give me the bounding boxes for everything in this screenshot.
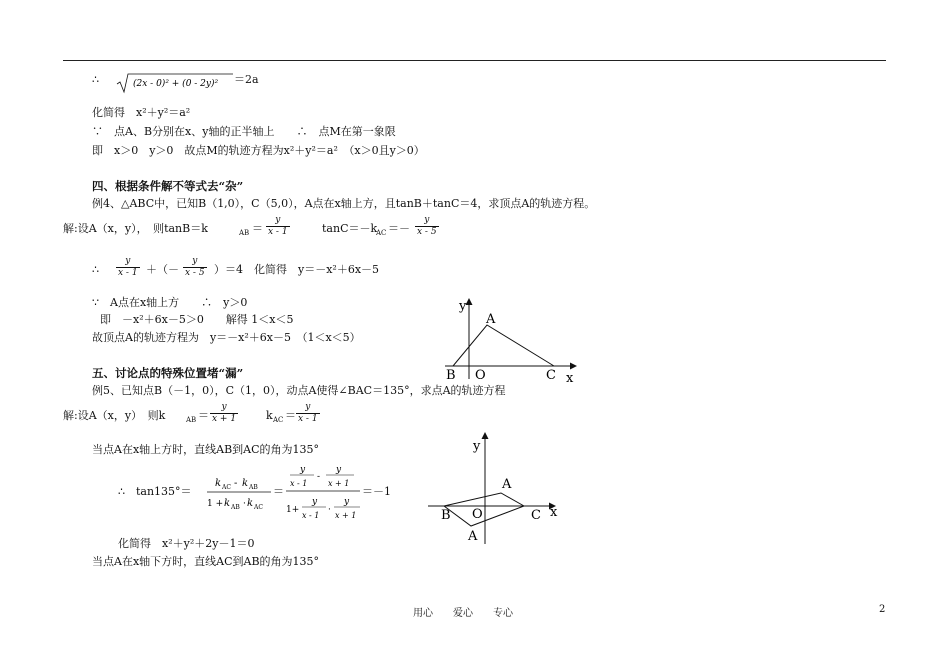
fraction-y-over-x+1: $\frac{y}{x + 1}$ bbox=[212, 402, 237, 424]
label-C-2: C bbox=[531, 508, 541, 523]
header-rule bbox=[63, 60, 886, 61]
svg-text:·: · bbox=[328, 505, 331, 515]
svg-text:1 +: 1 + bbox=[207, 499, 224, 509]
plus-paren: ＋（－ bbox=[146, 263, 179, 276]
svg-text:x - 1: x - 1 bbox=[302, 511, 320, 520]
fraction-y-over-x-1-b: $\frac{y}{x - 1}$ bbox=[118, 256, 138, 278]
fraction-y-over-x-1: $\frac{y}{x - 1}$ bbox=[268, 215, 288, 237]
therefore-symbol: ∴ bbox=[92, 73, 99, 86]
tan135-text: ∴ tan135°＝ bbox=[118, 485, 192, 498]
solution-4-start: 解:设A（x，y）， 则tanB＝k bbox=[63, 222, 208, 235]
eq-mid: ＝ bbox=[273, 485, 284, 498]
svg-text:y: y bbox=[344, 497, 350, 507]
eq-result-4: ）＝4 化简得 y＝－x²＋6x－5 bbox=[214, 263, 380, 276]
sqrt-expression bbox=[115, 72, 235, 94]
svg-text:k: k bbox=[242, 478, 249, 489]
line-because-1: ∵ 点A、B分别在x、y轴的正半轴上 ∴ 点M在第一象限 bbox=[92, 125, 396, 138]
line-because-2: ∵ A点在x轴上方 ∴ y＞0 bbox=[92, 296, 248, 309]
svg-text:AC: AC bbox=[254, 504, 263, 511]
quadrilateral-figure-2 bbox=[425, 430, 575, 546]
line-result-1: 即 x＞0 y＞0 故点M的轨迹方程为x²＋y²＝a² （x＞0且y＞0） bbox=[92, 144, 425, 157]
line-inequality: 即 －x²＋6x－5＞0 解得 1＜x＜5 bbox=[100, 313, 294, 326]
eq-minus: ＝－ bbox=[388, 222, 410, 235]
sub-AC: AC bbox=[376, 229, 387, 237]
label-A: A bbox=[486, 312, 496, 327]
svg-text:x + 1: x + 1 bbox=[328, 479, 350, 488]
line-result-4: 故顶点A的轨迹方程为 y＝－x²＋6x－5 （1＜x＜5） bbox=[92, 331, 361, 344]
sub-AC-2: AC bbox=[273, 416, 284, 424]
section-heading-5: 五、讨论点的特殊位置堵“漏” bbox=[92, 366, 244, 380]
fraction-y-over-x-5: $\frac{y}{x - 5}$ bbox=[417, 215, 437, 237]
section-heading-4: 四、根据条件解不等式去“杂” bbox=[92, 179, 244, 193]
kAC-text: k bbox=[266, 409, 273, 422]
svg-text:AB: AB bbox=[231, 504, 240, 511]
quadrilateral bbox=[444, 493, 524, 526]
label-x: x bbox=[566, 371, 574, 385]
svg-text:1+: 1+ bbox=[286, 505, 300, 515]
example-5: 例5、已知点B（－1，0），C（1，0），动点A使得∠BAC＝135°，求点A的轨迹方程 bbox=[92, 384, 506, 397]
compound-fraction bbox=[284, 460, 364, 528]
label-A-bottom: A bbox=[468, 529, 478, 544]
solution-5-start: 解:设A（x，y） 则k bbox=[63, 409, 166, 422]
case-1-text: 当点A在x轴上方时，直线AB到AC的角为135° bbox=[92, 443, 320, 456]
eq-2a: ＝2a bbox=[234, 73, 259, 86]
label-B: B bbox=[446, 368, 456, 383]
sqrt-body: (2x - 0)² + (0 - 2y)² bbox=[133, 79, 219, 89]
triangle-figure-1 bbox=[440, 295, 590, 385]
svg-text:AB: AB bbox=[249, 484, 258, 491]
svg-text:y: y bbox=[336, 465, 342, 475]
fraction-y-over-x-5-b: $\frac{y}{x - 5}$ bbox=[185, 256, 205, 278]
label-y-2: y bbox=[473, 439, 481, 454]
label-B-2: B bbox=[441, 508, 451, 523]
sub-AB-2: AB bbox=[186, 416, 197, 424]
svg-text:k: k bbox=[215, 478, 222, 489]
case-2-text: 当点A在x轴下方时，直线AC到AB的角为135° bbox=[92, 555, 320, 568]
example-4: 例4、△ABC中，已知B（1,0），C（5,0），A点在x轴上方，且tanB＋tanC＝4，求顶点A的轨迹方程。 bbox=[92, 197, 596, 210]
line-simplify-5: 化简得 x²＋y²＋2y－1＝0 bbox=[118, 537, 255, 550]
footer-motto: 用心 爱心 专心 bbox=[413, 608, 513, 619]
eq-minus-1: ＝－1 bbox=[362, 485, 391, 498]
triangle-sides bbox=[453, 325, 554, 366]
svg-text:y: y bbox=[312, 497, 318, 507]
svg-text:-: - bbox=[317, 472, 321, 482]
label-A-top: A bbox=[502, 477, 512, 492]
svg-text:-: - bbox=[234, 478, 238, 489]
line-simplify-1: 化简得 x²＋y²＝a² bbox=[92, 106, 191, 119]
eq-sign: ＝ bbox=[252, 222, 263, 235]
svg-text:k: k bbox=[224, 498, 231, 509]
svg-text:·: · bbox=[243, 499, 246, 509]
eq-sign-3: ＝ bbox=[285, 409, 296, 422]
fraction-y-over-x-1-c: $\frac{y}{x - 1}$ bbox=[298, 402, 318, 424]
label-C: C bbox=[546, 368, 556, 383]
svg-text:x + 1: x + 1 bbox=[335, 511, 357, 520]
eq-sign-2: ＝ bbox=[198, 409, 209, 422]
therefore-symbol-2: ∴ bbox=[92, 263, 99, 276]
svg-text:k: k bbox=[247, 498, 254, 509]
label-O: O bbox=[475, 368, 486, 383]
fraction-slope-formula bbox=[205, 470, 275, 514]
label-x-2: x bbox=[550, 505, 558, 520]
label-y: y bbox=[459, 299, 467, 314]
tanC-text: tanC＝－k bbox=[322, 222, 378, 235]
page-number: 2 bbox=[879, 604, 886, 615]
label-O-2: O bbox=[472, 507, 483, 522]
svg-text:x - 1: x - 1 bbox=[290, 479, 308, 488]
svg-text:y: y bbox=[300, 465, 306, 475]
svg-text:AC: AC bbox=[222, 484, 231, 491]
sub-AB: AB bbox=[239, 229, 250, 237]
